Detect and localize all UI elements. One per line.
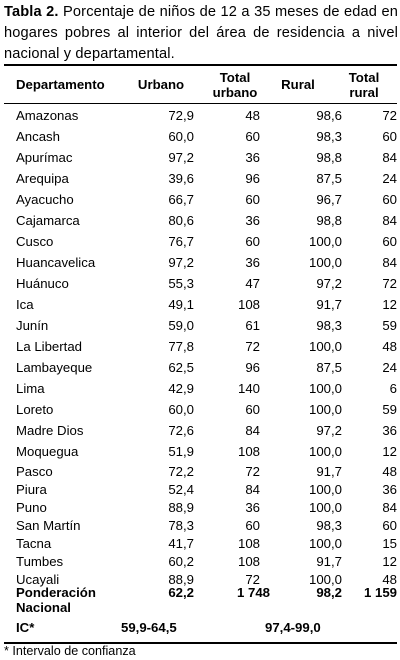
cell-departamento: Ica	[16, 297, 34, 312]
cell-total-rural: 72	[382, 276, 397, 291]
cell-rural: 98,3	[316, 318, 342, 333]
header-departamento: Departamento	[16, 77, 105, 92]
cell-departamento: Ancash	[16, 129, 60, 144]
cell-urbano: 66,7	[168, 192, 194, 207]
cell-urbano: 51,9	[168, 444, 194, 459]
cell-rural: 100,0	[308, 535, 342, 551]
header-total-rural-line2: rural	[349, 84, 379, 100]
cell-total-urbano: 72	[245, 463, 260, 479]
cell-departamento: Lambayeque	[16, 360, 93, 375]
ponderacion-label-line2: Nacional	[16, 600, 71, 615]
cell-total-rural: 36	[382, 481, 397, 497]
cell-departamento: Tumbes	[16, 553, 64, 569]
cell-total-rural: 84	[382, 150, 397, 165]
cell-departamento: Ayacucho	[16, 192, 74, 207]
cell-total-rural: 15	[382, 535, 397, 551]
cell-urbano: 49,1	[168, 297, 194, 312]
ponderacion-urbano: 62,2	[168, 585, 194, 600]
header-total-urbano	[200, 66, 270, 103]
cell-departamento: Puno	[16, 499, 47, 515]
cell-urbano: 42,9	[168, 381, 194, 396]
table-row	[4, 252, 397, 273]
cell-departamento: Pasco	[16, 463, 53, 479]
cell-urbano: 72,6	[168, 423, 194, 438]
ponderacion-label	[16, 585, 96, 615]
table-row	[4, 294, 397, 315]
cell-total-urbano: 36	[245, 499, 260, 515]
cell-urbano: 76,7	[168, 234, 194, 249]
cell-total-urbano: 60	[245, 234, 260, 249]
cell-rural: 87,5	[316, 171, 342, 186]
cell-total-rural: 59	[382, 402, 397, 417]
cell-total-rural: 72	[382, 108, 397, 123]
cell-departamento: Huánuco	[16, 276, 69, 291]
header-total-urbano-line2: urbano	[212, 84, 258, 100]
cell-total-urbano: 72	[245, 571, 260, 587]
cell-total-rural: 60	[382, 234, 397, 249]
table-row	[4, 126, 397, 147]
cell-departamento: Ucayali	[16, 571, 60, 587]
cell-rural: 100,0	[308, 444, 342, 459]
cell-total-rural: 24	[382, 360, 397, 375]
cell-urbano: 88,9	[168, 499, 194, 515]
cell-total-urbano: 108	[237, 535, 260, 551]
cell-total-urbano: 84	[245, 423, 260, 438]
ponderacion-label-line1: Ponderación	[16, 585, 96, 600]
cell-rural: 100,0	[308, 499, 342, 515]
cell-urbano: 72,9	[168, 108, 194, 123]
cell-total-urbano: 47	[245, 276, 260, 291]
cell-total-urbano: 84	[245, 481, 260, 497]
cell-total-rural: 24	[382, 171, 397, 186]
footnote: * Intervalo de confianza	[4, 644, 136, 658]
cell-departamento: San Martín	[16, 517, 81, 533]
cell-total-urbano: 60	[245, 402, 260, 417]
table-row	[4, 105, 397, 126]
cell-rural: 91,7	[316, 463, 342, 479]
cell-total-rural: 84	[382, 499, 397, 515]
cell-rural: 100,0	[308, 255, 342, 270]
table-row	[4, 420, 397, 441]
cell-rural: 98,8	[316, 213, 342, 228]
table-row	[4, 336, 397, 357]
cell-total-urbano: 140	[237, 381, 260, 396]
table-row	[4, 462, 397, 480]
cell-urbano: 62,5	[168, 360, 194, 375]
cell-departamento: Piura	[16, 481, 47, 497]
cell-total-rural: 84	[382, 213, 397, 228]
cell-total-rural: 12	[382, 553, 397, 569]
cell-rural: 98,8	[316, 150, 342, 165]
cell-urbano: 60,0	[168, 402, 194, 417]
ic-rural: 97,4-99,0	[265, 620, 321, 635]
header-rural: Rural	[281, 77, 315, 92]
cell-departamento: Lima	[16, 381, 45, 396]
table-row	[4, 357, 397, 378]
cell-total-rural: 60	[382, 517, 397, 533]
cell-total-urbano: 36	[245, 213, 260, 228]
table-row	[4, 378, 397, 399]
table-row	[4, 516, 397, 534]
header-total-rural	[336, 66, 392, 103]
cell-urbano: 77,8	[168, 339, 194, 354]
cell-rural: 91,7	[316, 297, 342, 312]
table-row	[4, 168, 397, 189]
table-caption	[4, 2, 398, 65]
cell-departamento: Moquegua	[16, 444, 79, 459]
cell-rural: 96,7	[316, 192, 342, 207]
cell-total-urbano: 108	[237, 444, 260, 459]
cell-total-urbano: 60	[245, 129, 260, 144]
cell-rural: 100,0	[308, 339, 342, 354]
cell-urbano: 97,2	[168, 150, 194, 165]
cell-urbano: 39,6	[168, 171, 194, 186]
cell-total-rural: 36	[382, 423, 397, 438]
cell-rural: 91,7	[316, 553, 342, 569]
cell-urbano: 88,9	[168, 571, 194, 587]
cell-total-rural: 6	[389, 381, 397, 396]
ic-label: IC*	[16, 620, 35, 635]
ponderacion-rural: 98,2	[316, 585, 342, 600]
cell-rural: 100,0	[308, 571, 342, 587]
cell-rural: 100,0	[308, 402, 342, 417]
table-row	[4, 231, 397, 252]
cell-urbano: 52,4	[168, 481, 194, 497]
table-row	[4, 147, 397, 168]
caption-text: Porcentaje de niños de 12 a 35 meses de edad en hogares pobres al interior del área de residencia a nivel nacional y departamental.	[4, 4, 398, 62]
cell-total-urbano: 48	[245, 108, 260, 123]
header-total-urbano-line1: Total	[219, 69, 251, 85]
cell-rural: 98,3	[316, 129, 342, 144]
cell-urbano: 78,3	[168, 517, 194, 533]
cell-departamento: Tacna	[16, 535, 52, 551]
cell-rural: 87,5	[316, 360, 342, 375]
cell-total-urbano: 108	[237, 553, 260, 569]
cell-total-urbano: 96	[245, 360, 260, 375]
cell-departamento: Cajamarca	[16, 213, 80, 228]
header-urbano: Urbano	[137, 77, 185, 92]
table-label: Tabla 2.	[4, 4, 59, 20]
cell-total-rural: 12	[382, 297, 397, 312]
table-row	[4, 441, 397, 462]
cell-total-urbano: 60	[245, 517, 260, 533]
cell-departamento: Junín	[16, 318, 49, 333]
cell-total-rural: 48	[382, 463, 397, 479]
cell-total-urbano: 108	[237, 297, 260, 312]
cell-urbano: 60,0	[168, 129, 194, 144]
cell-total-urbano: 72	[245, 339, 260, 354]
ic-urbano: 59,9-64,5	[121, 620, 177, 635]
cell-urbano: 41,7	[168, 535, 194, 551]
cell-rural: 97,2	[316, 276, 342, 291]
cell-rural: 100,0	[308, 381, 342, 396]
cell-urbano: 80,6	[168, 213, 194, 228]
table-row	[4, 273, 397, 294]
table-row	[4, 498, 397, 516]
cell-departamento: Amazonas	[16, 108, 79, 123]
cell-rural: 100,0	[308, 481, 342, 497]
cell-total-rural: 48	[382, 339, 397, 354]
data-table	[4, 105, 397, 588]
cell-rural: 97,2	[316, 423, 342, 438]
cell-total-rural: 84	[382, 255, 397, 270]
table-row	[4, 534, 397, 552]
cell-departamento: Huancavelica	[16, 255, 96, 270]
ponderacion-total-rural: 1 159	[363, 585, 397, 600]
header-rule	[4, 103, 397, 104]
cell-total-urbano: 36	[245, 255, 260, 270]
table-row	[4, 399, 397, 420]
cell-urbano: 59,0	[168, 318, 194, 333]
cell-departamento: Arequipa	[16, 171, 69, 186]
cell-departamento: Loreto	[16, 402, 54, 417]
cell-urbano: 97,2	[168, 255, 194, 270]
cell-total-rural: 48	[382, 571, 397, 587]
table-row	[4, 210, 397, 231]
cell-urbano: 60,2	[168, 553, 194, 569]
data-table-body	[4, 105, 397, 588]
cell-total-rural: 60	[382, 192, 397, 207]
cell-departamento: Apurímac	[16, 150, 73, 165]
table-row	[4, 552, 397, 570]
cell-total-rural: 60	[382, 129, 397, 144]
cell-total-urbano: 36	[245, 150, 260, 165]
cell-rural: 98,6	[316, 108, 342, 123]
table-row	[4, 189, 397, 210]
cell-total-urbano: 61	[245, 318, 260, 333]
cell-total-rural: 12	[382, 444, 397, 459]
cell-total-rural: 59	[382, 318, 397, 333]
cell-rural: 100,0	[308, 234, 342, 249]
cell-departamento: Madre Dios	[16, 423, 84, 438]
cell-total-urbano: 96	[245, 171, 260, 186]
cell-departamento: La Libertad	[16, 339, 82, 354]
cell-rural: 98,3	[316, 517, 342, 533]
cell-departamento: Cusco	[16, 234, 54, 249]
cell-urbano: 72,2	[168, 463, 194, 479]
header-total-rural-line1: Total	[348, 69, 380, 85]
table-row	[4, 315, 397, 336]
cell-urbano: 55,3	[168, 276, 194, 291]
table-row	[4, 480, 397, 498]
cell-total-urbano: 60	[245, 192, 260, 207]
ponderacion-total-urbano: 1 748	[236, 585, 270, 600]
